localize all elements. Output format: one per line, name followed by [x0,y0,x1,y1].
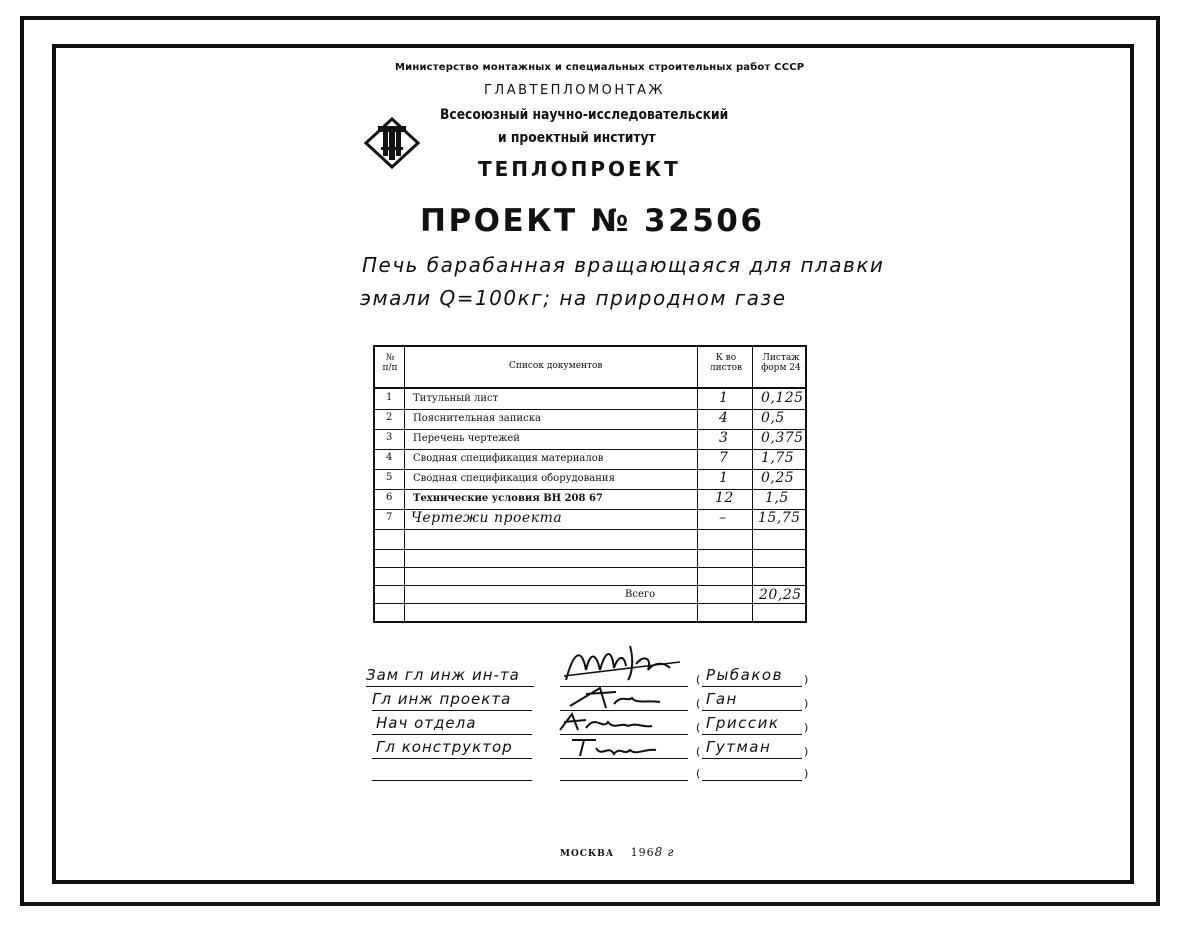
footer-year-prefix: 196 [630,846,655,859]
footer-year-digit: 8 [654,845,664,859]
table-row [375,409,805,429]
signature-image [560,640,690,686]
signer-name: Гриссик [706,714,780,732]
table-row [375,429,805,449]
signer-name: Ган [706,690,738,708]
table-row [375,489,805,509]
footer [560,845,675,859]
signature-image [556,710,656,734]
row-sheets: 1 [719,390,729,406]
row-name: Технические условия ВН 208 67 [413,493,603,504]
row-format: 0,25 [761,470,795,486]
row-num: 5 [386,472,393,483]
signature-image [566,734,662,760]
row-num: 7 [386,512,393,523]
row-num: 6 [386,492,393,503]
row-format: 0,125 [761,390,804,406]
header-format: Листаж форм 24 [761,353,801,373]
institute-name: ТЕПЛОПРОЕКТ [478,157,681,181]
header-sheets: К во листов [709,353,743,373]
row-num: 2 [386,412,393,423]
footer-city: МОСКВА [560,849,615,859]
header-documents: Список документов [509,361,603,371]
row-sheets: – [719,510,727,526]
signer-name: Гутман [706,738,772,756]
table-row [375,509,805,529]
row-format: 0,5 [761,410,785,426]
header-num: № п/п [382,353,398,373]
ministry-line: Министерство монтажных и специальных строительных работ СССР [395,62,805,73]
table-row [375,449,805,469]
table-row [375,469,805,489]
signer-role: Гл конструктор [376,738,513,756]
row-format: 1,5 [765,490,789,506]
row-sheets: 12 [715,490,734,506]
project-title: ПРОЕКТ № 32506 [420,203,765,239]
glavk-line: ГЛАВТЕПЛОМОНТАЖ [484,83,666,98]
row-name: Чертежи проекта [411,510,563,526]
row-sheets: 3 [719,430,729,446]
footer-year-suffix: г [667,845,675,859]
total-label: Всего [625,589,656,600]
row-num: 3 [386,432,393,443]
signer-name: Рыбаков [706,666,783,684]
row-num: 4 [386,452,393,463]
project-subject-line-2: эмали Q=100кг; на природном газе [360,286,787,310]
signer-role: Нач отдела [376,714,477,732]
table-row [375,389,805,409]
institute-logo-icon [364,117,420,169]
row-sheets: 4 [719,410,729,426]
row-format: 0,375 [761,430,804,446]
total-value: 20,25 [759,587,802,603]
row-sheets: 1 [719,470,729,486]
row-name: Пояснительная записка [413,413,541,424]
row-name: Сводная спецификация материалов [413,453,604,464]
institute-line-1: Всесоюзный научно-исследовательский [440,107,729,123]
documents-table [373,345,807,623]
row-num: 1 [386,392,393,403]
signer-role: Зам гл инж ин-та [366,666,520,684]
signature-image [566,684,666,712]
row-name: Перечень чертежей [413,433,520,444]
row-name: Титульный лист [413,393,499,404]
signer-role: Гл инж проекта [372,690,512,708]
row-format: 1,75 [761,450,795,466]
row-sheets: 7 [719,450,729,466]
project-subject-line-1: Печь барабанная вращающаяся для плавки [362,253,885,277]
row-format: 15,75 [758,510,801,526]
institute-line-2: и проектный институт [498,130,656,146]
row-name: Сводная спецификация оборудования [413,473,615,484]
